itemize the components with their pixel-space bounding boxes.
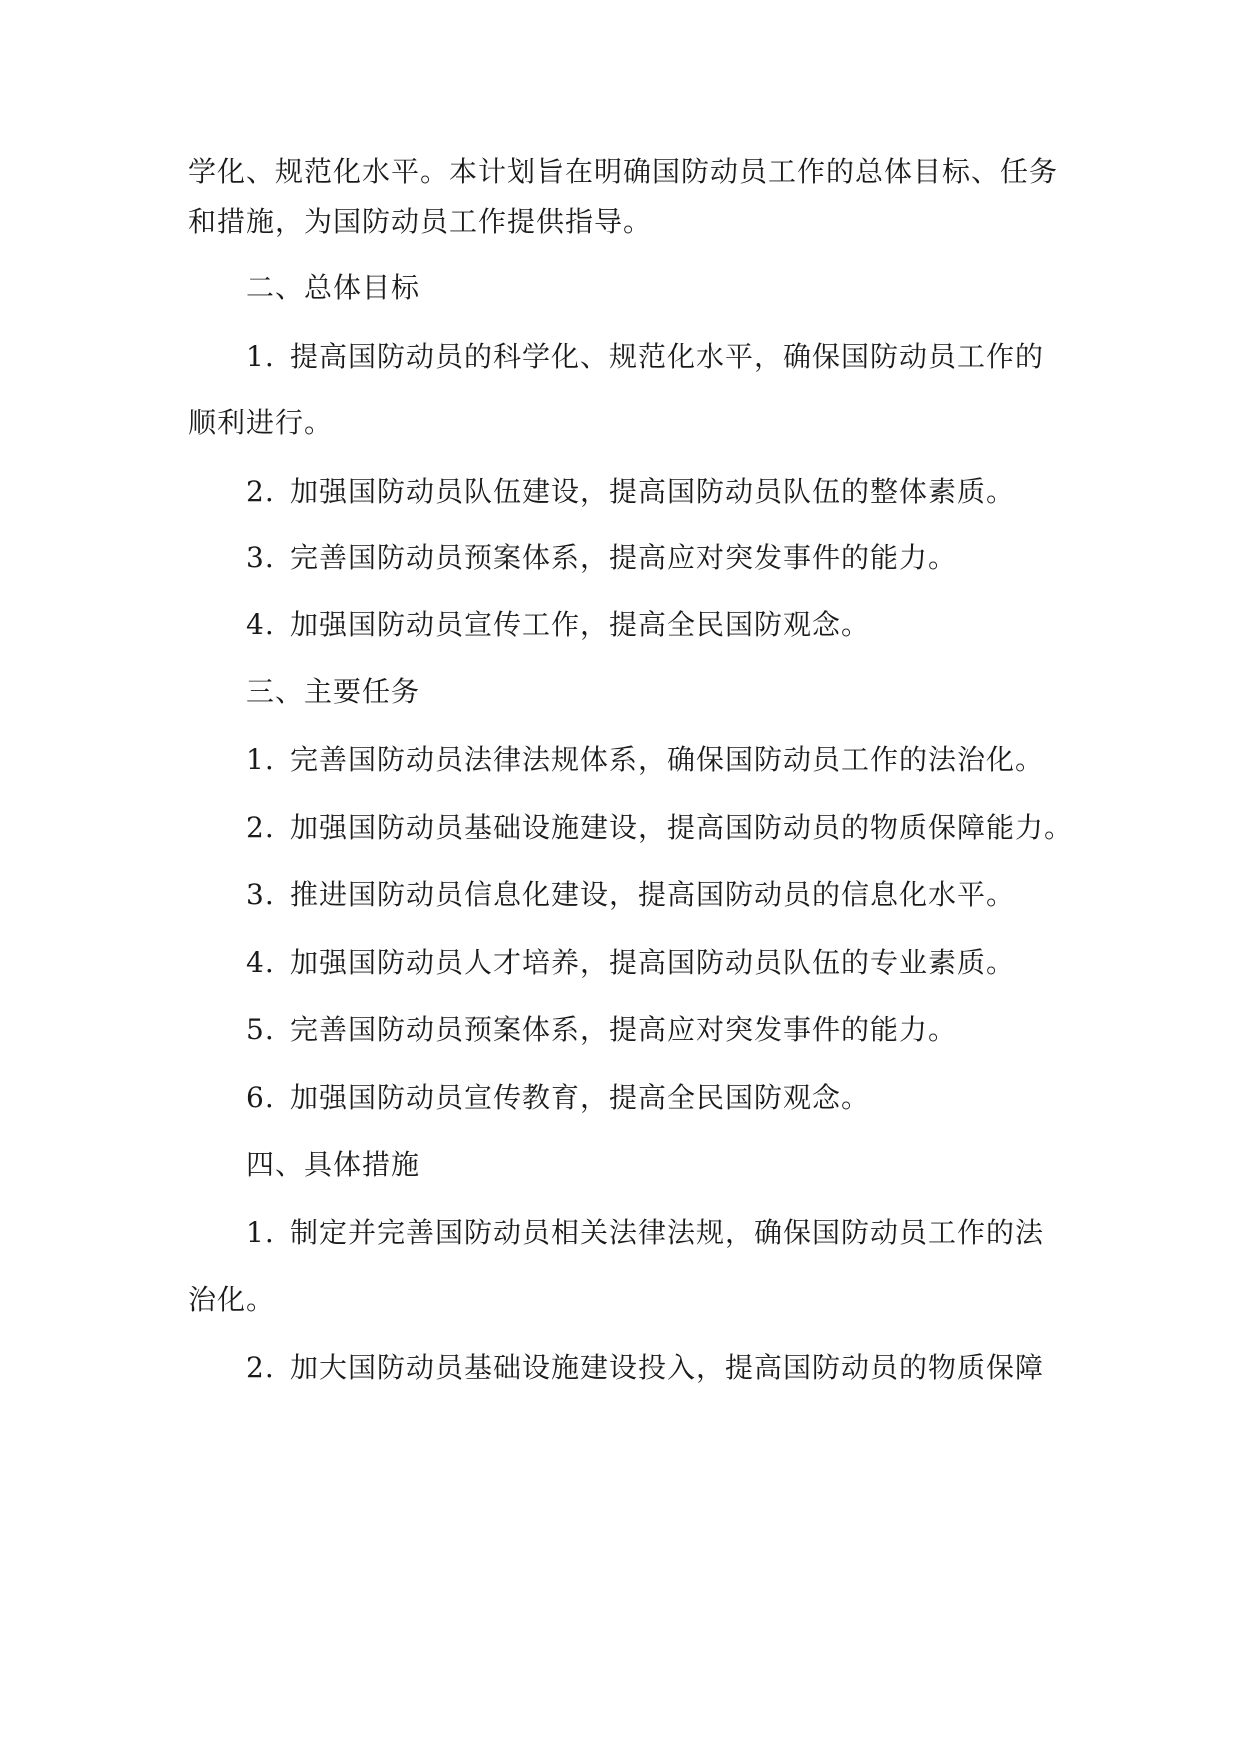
task-item-5 <box>246 1010 1116 1050</box>
list-number: 2. <box>246 475 275 508</box>
list-text: 加大国防动员基础设施建设投入，提高国防动员的物质保障 <box>290 1351 1045 1384</box>
list-text: 加强国防动员队伍建设，提高国防动员队伍的整体素质。 <box>290 475 1016 508</box>
measure-item-1 <box>246 1213 1116 1253</box>
intro-line-1: 学化、规范化水平。本计划旨在明确国防动员工作的总体目标、任务 <box>188 155 1059 188</box>
list-text: 完善国防动员预案体系，提高应对突发事件的能力。 <box>290 1013 958 1046</box>
goal-item-1 <box>246 337 1116 377</box>
list-number: 2. <box>246 811 275 844</box>
goal-item-1-continuation: 顺利进行。 <box>188 406 334 439</box>
list-number: 3. <box>246 878 275 911</box>
list-number: 4. <box>246 608 275 641</box>
list-number: 1. <box>246 743 275 776</box>
goal-item-2 <box>246 472 1116 512</box>
list-text: 加强国防动员人才培养，提高国防动员队伍的专业素质。 <box>290 946 1016 979</box>
goal-item-3 <box>246 538 1116 578</box>
measure-item-1-continuation: 治化。 <box>188 1283 276 1316</box>
list-number: 5. <box>246 1013 275 1046</box>
task-item-3 <box>246 875 1116 915</box>
list-text: 制定并完善国防动员相关法律法规，确保国防动员工作的法 <box>290 1216 1045 1249</box>
task-item-4 <box>246 943 1116 983</box>
list-text: 加强国防动员宣传工作，提高全民国防观念。 <box>290 608 871 641</box>
list-number: 3. <box>246 541 275 574</box>
list-number: 2. <box>246 1351 275 1384</box>
measure-item-2 <box>246 1348 1116 1388</box>
task-item-1 <box>246 740 1116 780</box>
section-heading-measures: 四、具体措施 <box>246 1148 421 1181</box>
list-text: 加强国防动员基础设施建设，提高国防动员的物质保障能力。 <box>290 811 1074 844</box>
section-heading-tasks: 三、主要任务 <box>246 675 421 708</box>
list-text: 完善国防动员预案体系，提高应对突发事件的能力。 <box>290 541 958 574</box>
list-number: 1. <box>246 1216 275 1249</box>
goal-item-4 <box>246 605 1116 645</box>
task-item-2 <box>246 808 1116 848</box>
list-text: 加强国防动员宣传教育，提高全民国防观念。 <box>290 1081 871 1114</box>
list-text: 完善国防动员法律法规体系，确保国防动员工作的法治化。 <box>290 743 1045 776</box>
section-heading-goals: 二、总体目标 <box>246 271 421 304</box>
list-number: 4. <box>246 946 275 979</box>
list-text: 提高国防动员的科学化、规范化水平，确保国防动员工作的 <box>290 340 1045 373</box>
task-item-6 <box>246 1078 1116 1118</box>
list-number: 1. <box>246 340 275 373</box>
intro-line-2: 和措施，为国防动员工作提供指导。 <box>188 205 653 238</box>
list-number: 6. <box>246 1081 275 1114</box>
list-text: 推进国防动员信息化建设，提高国防动员的信息化水平。 <box>290 878 1016 911</box>
